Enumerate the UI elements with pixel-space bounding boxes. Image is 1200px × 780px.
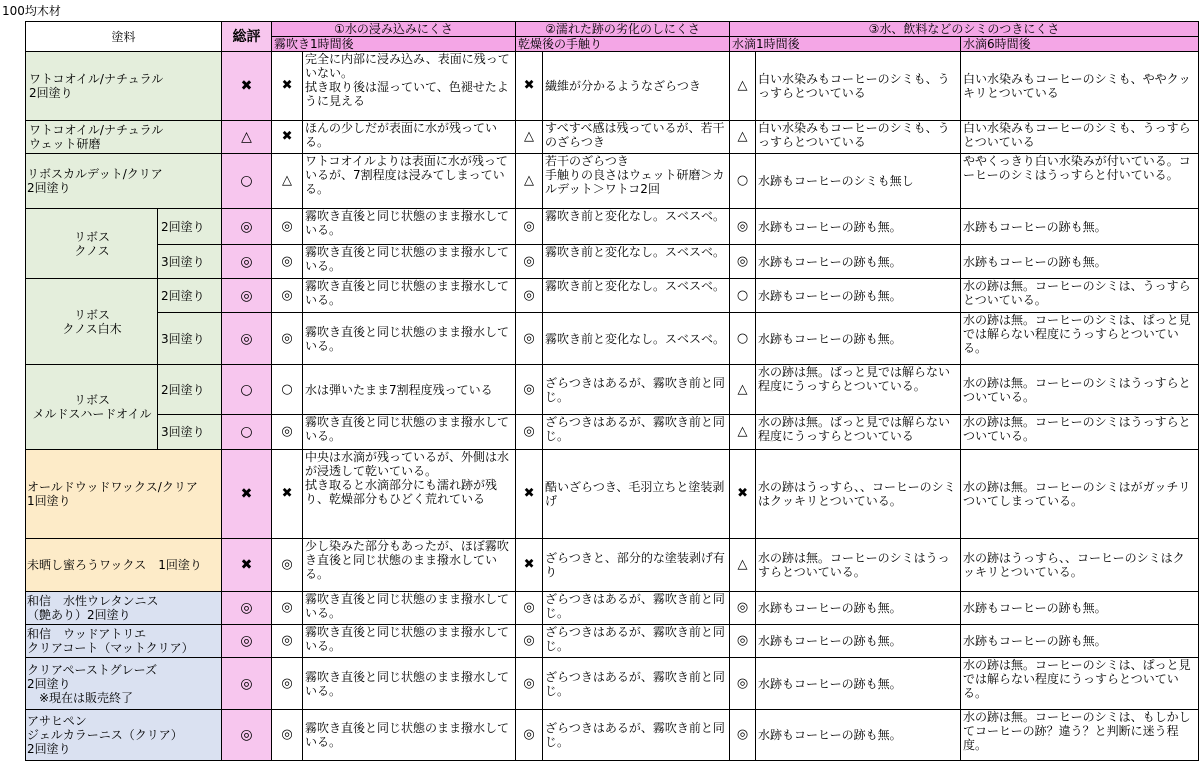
score-c1: ◎ bbox=[272, 209, 303, 245]
overall-rating: ◎ bbox=[222, 313, 272, 365]
note-c2: 霧吹き前と変化なし。スベスベ。 bbox=[543, 245, 730, 279]
note-c3-6h: 水跡もコーヒーの跡も無。 bbox=[961, 625, 1199, 658]
note-c1: 霧吹き直後と同じ状態のまま撥水している。 bbox=[303, 415, 516, 450]
paint-name: リボス クノス白木 bbox=[26, 279, 158, 365]
note-c3-1h: 水の跡は無。ぱっと見では解らない程度にうっすらとついている。 bbox=[756, 365, 961, 415]
header-c3-sub1: 水滴1時間後 bbox=[730, 37, 961, 52]
coat-count: 2回塗り bbox=[158, 209, 222, 245]
note-c2: 霧吹き前と変化なし。スベスベ。 bbox=[543, 313, 730, 365]
score-c1: ◎ bbox=[272, 279, 303, 313]
score-c1: ◎ bbox=[272, 710, 303, 761]
note-c1: 霧吹き直後と同じ状態のまま撥水している。 bbox=[303, 625, 516, 658]
table-row bbox=[26, 539, 1199, 592]
note-c2: ざらつきはあるが、霧吹き前と同じ。 bbox=[543, 365, 730, 415]
note-c1: 少し染みた部分もあったが、ほぼ霧吹き直後と同じ状態のまま撥水している。 bbox=[303, 539, 516, 592]
header-criterion-2: ②濡れた跡の劣化のしにくさ bbox=[516, 22, 730, 37]
note-c3-6h: 水の跡は無。コーヒーのシミはうっすらとついている。 bbox=[961, 365, 1199, 415]
header-c2-sub: 乾燥後の手触り bbox=[516, 37, 730, 52]
score-c3: ◎ bbox=[730, 245, 756, 279]
paint-name: 和信 水性ウレタンニス （艶あり）2回塗り bbox=[26, 592, 222, 625]
note-c3-1h: 水跡もコーヒーの跡も無。 bbox=[756, 710, 961, 761]
overall-rating: ✖ bbox=[222, 539, 272, 592]
paint-name: リボスカルデット/クリア 2回塗り bbox=[26, 154, 222, 209]
coat-count: 3回塗り bbox=[158, 415, 222, 450]
coat-count: 3回塗り bbox=[158, 313, 222, 365]
score-c3: ✖ bbox=[730, 450, 756, 539]
comparison-table bbox=[25, 21, 1199, 761]
paint-name: ワトコオイル/ナチュラル ウェット研磨 bbox=[26, 121, 222, 154]
overall-rating: ◎ bbox=[222, 245, 272, 279]
note-c1: 中央は水滴が残っているが、外側は水が浸透して乾いている。 拭き取ると水滴部分にも濡れ跡が残り、乾燥部分もひどく荒れている bbox=[303, 450, 516, 539]
note-c3-6h: 水の跡は無。コーヒーのシミは、ぱっと見では解らない程度にうっすらとついている。 bbox=[961, 313, 1199, 365]
overall-rating: ◎ bbox=[222, 710, 272, 761]
score-c1: ◎ bbox=[272, 625, 303, 658]
note-c3-1h: 水跡もコーヒーの跡も無。 bbox=[756, 658, 961, 710]
note-c3-1h: 水の跡はうっすら、、コーヒーのシミはクッキリとついている。 bbox=[756, 450, 961, 539]
overall-rating: ○ bbox=[222, 154, 272, 209]
table-row bbox=[26, 365, 1199, 415]
score-c3: ○ bbox=[730, 313, 756, 365]
note-c2: ざらつきはあるが、霧吹き前と同じ。 bbox=[543, 592, 730, 625]
score-c1: ✖ bbox=[272, 52, 303, 121]
note-c3-6h: 水跡もコーヒーの跡も無。 bbox=[961, 592, 1199, 625]
note-c3-1h: 水の跡は無。ぱっと見では解らない程度にうっすらとついている bbox=[756, 415, 961, 450]
note-c3-1h: 白い水染みもコーヒーのシミも、うっすらとついている bbox=[756, 121, 961, 154]
table-row bbox=[26, 279, 1199, 313]
score-c2: ◎ bbox=[516, 209, 543, 245]
note-c3-6h: 水の跡は無。コーヒーのシミは、もしかしてコーヒーの跡？違う？と判断に迷う程度。 bbox=[961, 710, 1199, 761]
score-c1: ○ bbox=[272, 365, 303, 415]
note-c3-6h: 水の跡は無。コーヒーのシミは、うっすらとついている。 bbox=[961, 279, 1199, 313]
header-c1-sub: 霧吹き1時間後 bbox=[272, 37, 516, 52]
header-c3-sub2: 水滴6時間後 bbox=[961, 37, 1199, 52]
score-c2: △ bbox=[516, 121, 543, 154]
score-c3: ◎ bbox=[730, 710, 756, 761]
score-c1: ◎ bbox=[272, 245, 303, 279]
overall-rating: ✖ bbox=[222, 52, 272, 121]
note-c3-1h: 水跡もコーヒーの跡も無。 bbox=[756, 625, 961, 658]
overall-rating: △ bbox=[222, 121, 272, 154]
overall-rating: ◎ bbox=[222, 209, 272, 245]
score-c3: △ bbox=[730, 365, 756, 415]
note-c2: すべすべ感は残っているが、若干のざらつき bbox=[543, 121, 730, 154]
score-c2: ✖ bbox=[516, 52, 543, 121]
score-c2: ◎ bbox=[516, 313, 543, 365]
score-c2: △ bbox=[516, 154, 543, 209]
note-c3-1h: 水の跡は無。コーヒーのシミはうっすらとついている。 bbox=[756, 539, 961, 592]
note-c2: ざらつきはあるが、霧吹き前と同じ。 bbox=[543, 658, 730, 710]
score-c2: ◎ bbox=[516, 625, 543, 658]
note-c3-1h: 白い水染みもコーヒーのシミも、うっすらとついている bbox=[756, 52, 961, 121]
table-row bbox=[26, 154, 1199, 209]
overall-rating: ◎ bbox=[222, 279, 272, 313]
overall-rating: ○ bbox=[222, 415, 272, 450]
table-row bbox=[26, 658, 1199, 710]
note-c3-1h: 水跡もコーヒーのシミも無し bbox=[756, 154, 961, 209]
coat-count: 3回塗り bbox=[158, 245, 222, 279]
note-c1: 霧吹き直後と同じ状態のまま撥水している。 bbox=[303, 279, 516, 313]
score-c1: ◎ bbox=[272, 658, 303, 710]
table-row bbox=[26, 245, 1199, 279]
note-c3-1h: 水跡もコーヒーの跡も無。 bbox=[756, 313, 961, 365]
table-row bbox=[26, 313, 1199, 365]
note-c2: 繊維が分かるようなざらつき bbox=[543, 52, 730, 121]
paint-name: 未晒し蜜ろうワックス 1回塗り bbox=[26, 539, 222, 592]
overall-rating: ◎ bbox=[222, 658, 272, 710]
note-c3-6h: 水跡もコーヒーの跡も無。 bbox=[961, 245, 1199, 279]
score-c3: △ bbox=[730, 415, 756, 450]
note-c3-6h: 水の跡は無。コーヒーのシミは、ぱっと見では解らない程度にうっすらとついている。 bbox=[961, 658, 1199, 710]
score-c2: ◎ bbox=[516, 279, 543, 313]
coat-count: 2回塗り bbox=[158, 279, 222, 313]
note-c1: ワトコオイルよりは表面に水が残っているが、7割程度は浸みてしまっている。 bbox=[303, 154, 516, 209]
note-c1: 霧吹き直後と同じ状態のまま撥水している。 bbox=[303, 658, 516, 710]
score-c1: ◎ bbox=[272, 415, 303, 450]
paint-name: 和信 ウッドアトリエ クリアコート（マットクリア） bbox=[26, 625, 222, 658]
score-c3: ○ bbox=[730, 154, 756, 209]
table-row bbox=[26, 450, 1199, 539]
table-row bbox=[26, 121, 1199, 154]
score-c3: △ bbox=[730, 539, 756, 592]
note-c2: ざらつきはあるが、霧吹き前と同じ。 bbox=[543, 415, 730, 450]
note-c3-1h: 水跡もコーヒーの跡も無。 bbox=[756, 209, 961, 245]
note-c3-6h: ややくっきり白い水染みが付いている。コーヒーのシミはうっすらと付いている。 bbox=[961, 154, 1199, 209]
score-c1: ◎ bbox=[272, 539, 303, 592]
note-c1: 霧吹き直後と同じ状態のまま撥水している。 bbox=[303, 313, 516, 365]
note-c3-6h: 水の跡はうっすら、、コーヒーのシミはクッキリとついている。 bbox=[961, 539, 1199, 592]
note-c2: ざらつきはあるが、霧吹き前と同じ。 bbox=[543, 710, 730, 761]
header-paint: 塗料 bbox=[26, 22, 222, 52]
header-overall: 総評 bbox=[222, 22, 272, 52]
score-c3: ◎ bbox=[730, 592, 756, 625]
paint-name: オールドウッドワックス/クリア 1回塗り bbox=[26, 450, 222, 539]
note-c3-6h: 水の跡は無。コーヒーのシミはうっすらとついている。 bbox=[961, 415, 1199, 450]
overall-rating: ◎ bbox=[222, 625, 272, 658]
table-row bbox=[26, 415, 1199, 450]
score-c1: ✖ bbox=[272, 121, 303, 154]
score-c3: ◎ bbox=[730, 209, 756, 245]
overall-rating: ◎ bbox=[222, 592, 272, 625]
header-criterion-1: ①水の浸み込みにくさ bbox=[272, 22, 516, 37]
overall-rating: ✖ bbox=[222, 450, 272, 539]
note-c2: ざらつきと、部分的な塗装剥げ有り bbox=[543, 539, 730, 592]
sheet-title: 100均木材 bbox=[2, 4, 61, 18]
score-c1: ◎ bbox=[272, 592, 303, 625]
note-c3-6h: 白い水染みもコーヒーのシミも、うっすらとついている bbox=[961, 121, 1199, 154]
table-row bbox=[26, 710, 1199, 761]
note-c1: 霧吹き直後と同じ状態のまま撥水している。 bbox=[303, 710, 516, 761]
note-c3-1h: 水跡もコーヒーの跡も無。 bbox=[756, 279, 961, 313]
table-row bbox=[26, 209, 1199, 245]
score-c2: ◎ bbox=[516, 365, 543, 415]
score-c3: ○ bbox=[730, 279, 756, 313]
note-c3-6h: 水跡もコーヒーの跡も無。 bbox=[961, 209, 1199, 245]
coat-count: 2回塗り bbox=[158, 365, 222, 415]
note-c3-6h: 水の跡は無。コーヒーのシミはがガッチリついてしまっている。 bbox=[961, 450, 1199, 539]
score-c2: ◎ bbox=[516, 710, 543, 761]
note-c1: 霧吹き直後と同じ状態のまま撥水している。 bbox=[303, 209, 516, 245]
score-c1: ✖ bbox=[272, 450, 303, 539]
score-c3: ◎ bbox=[730, 658, 756, 710]
score-c2: ✖ bbox=[516, 539, 543, 592]
paint-name: リボス メルドスハードオイル bbox=[26, 365, 158, 450]
note-c2: 霧吹き前と変化なし。スベスベ。 bbox=[543, 279, 730, 313]
score-c3: ◎ bbox=[730, 625, 756, 658]
note-c3-1h: 水跡もコーヒーの跡も無。 bbox=[756, 592, 961, 625]
table-row bbox=[26, 625, 1199, 658]
note-c3-6h: 白い水染みもコーヒーのシミも、ややクッキリとついている bbox=[961, 52, 1199, 121]
note-c1: 水は弾いたまま7割程度残っている bbox=[303, 365, 516, 415]
paint-name: アサヒペン ジェルカラーニス（クリア） 2回塗り bbox=[26, 710, 222, 761]
table-row bbox=[26, 592, 1199, 625]
note-c1: 完全に内部に浸み込み、表面に残っていない。 拭き取り後は湿っていて、色褪せたように見える bbox=[303, 52, 516, 121]
note-c2: ざらつきはあるが、霧吹き前と同じ。 bbox=[543, 625, 730, 658]
score-c2: ◎ bbox=[516, 415, 543, 450]
table-row bbox=[26, 52, 1199, 121]
score-c1: ◎ bbox=[272, 313, 303, 365]
note-c1: 霧吹き直後と同じ状態のまま撥水している。 bbox=[303, 592, 516, 625]
score-c2: ◎ bbox=[516, 658, 543, 710]
note-c1: 霧吹き直後と同じ状態のまま撥水している。 bbox=[303, 245, 516, 279]
score-c2: ◎ bbox=[516, 592, 543, 625]
note-c3-1h: 水跡もコーヒーの跡も無。 bbox=[756, 245, 961, 279]
overall-rating: ○ bbox=[222, 365, 272, 415]
note-c2: 若干のざらつき 手触りの良さはウェット研磨＞カルデット＞ワトコ2回 bbox=[543, 154, 730, 209]
score-c2: ◎ bbox=[516, 245, 543, 279]
paint-name: クリアペーストグレーズ 2回塗り ※現在は販売終了 bbox=[26, 658, 222, 710]
note-c1: ほんの少しだが表面に水が残っている。 bbox=[303, 121, 516, 154]
header-criterion-3: ③水、飲料などのシミのつきにくさ bbox=[730, 22, 1199, 37]
score-c1: △ bbox=[272, 154, 303, 209]
score-c2: ✖ bbox=[516, 450, 543, 539]
paint-name: リボス クノス bbox=[26, 209, 158, 279]
paint-name: ワトコオイル/ナチュラル 2回塗り bbox=[26, 52, 222, 121]
score-c3: △ bbox=[730, 52, 756, 121]
score-c3: △ bbox=[730, 121, 756, 154]
note-c2: 酷いざらつき、毛羽立ちと塗装剥げ bbox=[543, 450, 730, 539]
note-c2: 霧吹き前と変化なし。スベスベ。 bbox=[543, 209, 730, 245]
